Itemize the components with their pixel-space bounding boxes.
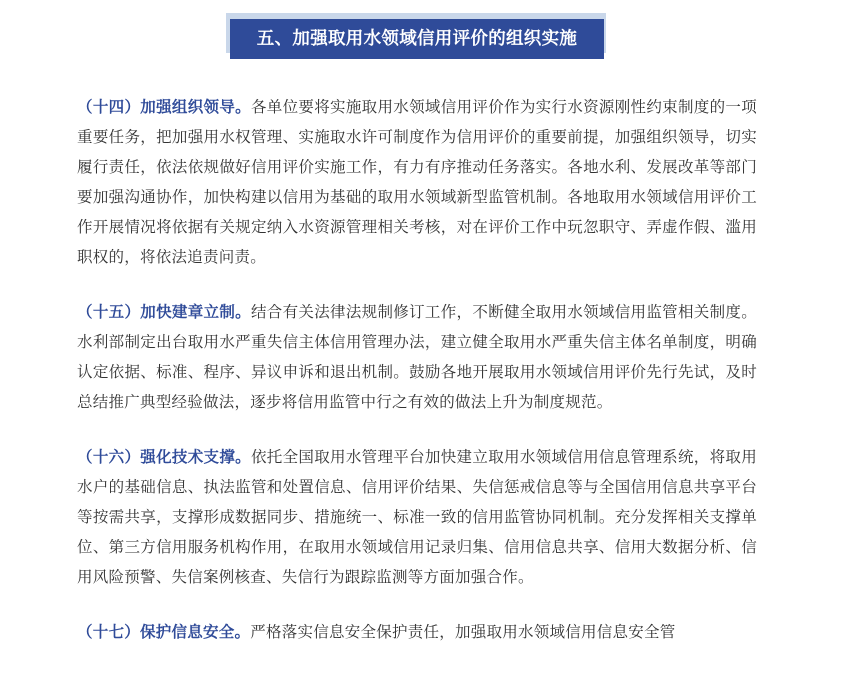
paragraph-17-body: 严格落实信息安全保护责任，加强取用水领域信用信息安全管: [250, 623, 676, 641]
section-heading: 五、加强取用水领域信用评价的组织实施: [230, 19, 604, 59]
paragraph-14: [77, 92, 757, 272]
paragraph-15: [77, 297, 757, 417]
section-heading-wrapper: [0, 0, 844, 70]
paragraph-14-body: 各单位要将实施取用水领域信用评价作为实行水资源刚性约束制度的一项重要任务，把加强用水权管理、实施取水许可制度作为信用评价的重要前提，加强组织领导，切实履行责任，依法依规做好信用评价实施工作，有力有序推动任务落实。各地水利、发展改革等部门要加强沟通协作，加快构建以信用为基础的取用水领域新型监管机制。各地取用水领域信用评价工作开展情况将依据有关规定纳入水资源管理相关考核，对在评价工作中玩忽职守、弄虚作假、滥用职权的，将依法追责问责。: [77, 98, 757, 266]
paragraph-17-title: （十七）保护信息安全。: [77, 623, 251, 641]
paragraph-15-title: （十五）加快建章立制。: [77, 303, 251, 321]
paragraph-15-body: 结合有关法律法规制修订工作，不断健全取用水领域信用监管相关制度。水利部制定出台取用水严重失信主体信用管理办法，建立健全取用水严重失信主体名单制度，明确认定依据、标准、程序、异议申诉和退出机制。鼓励各地开展取用水领域信用评价先行先试，及时总结推广典型经验做法，逐步将信用监管中行之有效的做法上升为制度规范。: [77, 303, 757, 411]
article-content: [77, 92, 757, 672]
paragraph-17: [77, 617, 757, 647]
paragraph-16: [77, 442, 757, 592]
paragraph-16-title: （十六）强化技术支撑。: [77, 448, 251, 466]
paragraph-14-title: （十四）加强组织领导。: [77, 98, 251, 116]
paragraph-16-body: 依托全国取用水管理平台加快建立取用水领域信用信息管理系统，将取用水户的基础信息、执法监管和处置信息、信用评价结果、失信惩戒信息等与全国信用信息共享平台等按需共享，支撑形成数据同步、措施统一、标准一致的信用监管协同机制。充分发挥相关支撑单位、第三方信用服务机构作用，在取用水领域信用记录归集、信用信息共享、信用大数据分析、信用风险预警、失信案例核查、失信行为跟踪监测等方面加强合作。: [77, 448, 757, 586]
